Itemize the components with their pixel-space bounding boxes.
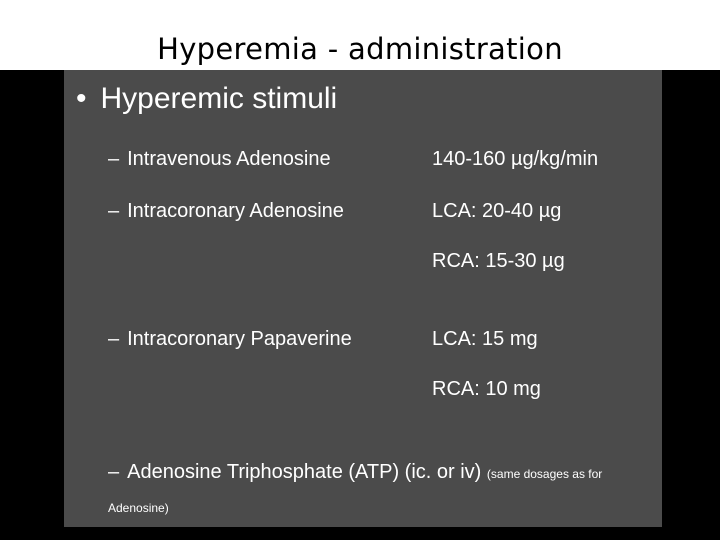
- item-value-rca: RCA: 10 mg: [432, 378, 541, 400]
- main-bullet: [76, 82, 337, 116]
- item-value: 140-160 µg/kg/min: [432, 148, 599, 170]
- item-note: (same dosages as for Adenosine): [108, 467, 603, 515]
- dash-icon: –: [108, 328, 120, 350]
- item-value-lca: LCA: 20-40 µg: [432, 200, 562, 222]
- dash-icon: –: [108, 148, 120, 170]
- content-panel: [64, 70, 662, 527]
- item-intracoronary-adenosine: [108, 200, 344, 223]
- item-value-rca: RCA: 15-30 µg: [432, 250, 565, 272]
- item-label: Intracoronary Papaverine: [127, 328, 352, 350]
- item-label: Intravenous Adenosine: [127, 148, 331, 170]
- item-label: Adenosine Triphosphate (ATP) (ic. or iv): [127, 461, 482, 483]
- item-intravenous-adenosine: [108, 148, 331, 171]
- item-atp: [108, 456, 648, 524]
- item-label: Intracoronary Adenosine: [127, 200, 344, 222]
- dash-icon: –: [108, 461, 120, 483]
- main-bullet-text: Hyperemic stimuli: [100, 82, 338, 115]
- dash-icon: –: [108, 200, 120, 222]
- bullet-dot-icon: •: [76, 82, 87, 115]
- item-value-lca: LCA: 15 mg: [432, 328, 538, 350]
- slide-title: Hyperemia - administration: [157, 32, 563, 66]
- item-intracoronary-papaverine: [108, 328, 352, 351]
